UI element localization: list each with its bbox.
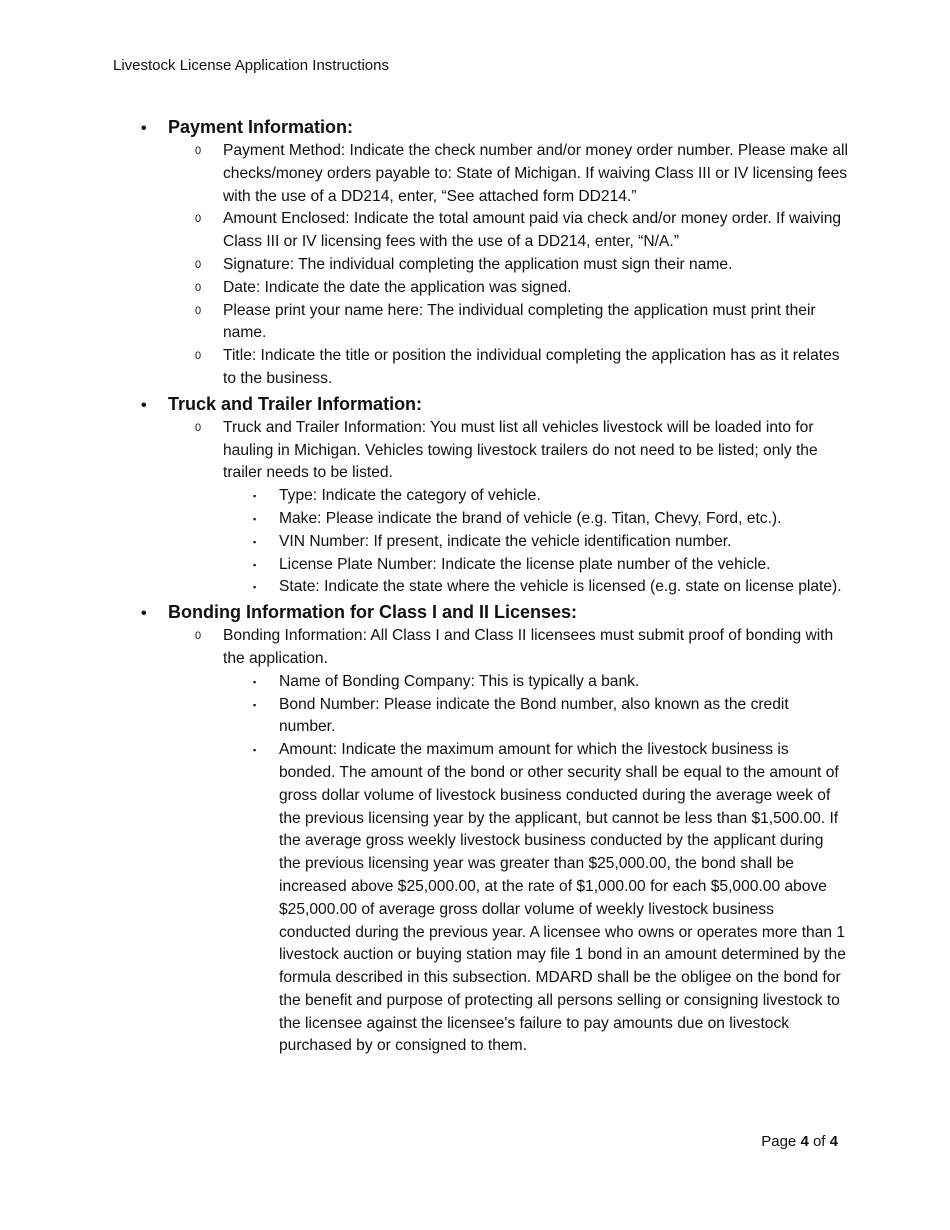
page-number bbox=[761, 1133, 838, 1150]
list-marker: 0 bbox=[195, 630, 202, 643]
list-item bbox=[138, 140, 848, 208]
sub-list-item-text: License Plate Number: Indicate the license plate number of the vehicle. bbox=[279, 555, 771, 573]
sub-list-marker: ▪ bbox=[253, 676, 257, 687]
sub-list-item bbox=[138, 554, 848, 577]
list-marker: 0 bbox=[195, 421, 202, 434]
sub-list-item bbox=[138, 739, 848, 1058]
list-item-text: Please print your name here: The individual completing the application must print their name. bbox=[223, 301, 816, 342]
list-marker: 0 bbox=[195, 145, 202, 157]
list-item bbox=[138, 208, 848, 254]
sub-list-item bbox=[138, 508, 848, 531]
sub-list-item bbox=[138, 671, 848, 694]
running-header: Livestock License Application Instructions bbox=[113, 57, 389, 74]
sub-list-item-text: Amount: Indicate the maximum amount for which the livestock business is bonded. The amount of the bond or other security shall be equal to the amount of gross dollar volume of livestock business conducted during the average week of the previous licensing year by the applicant, but cannot be less than $1,500.00. If the average gross weekly livestock business conducted by the applicant during the previous licensing year was greater than $25,000.00, the bond shall be increased above $25,000.00, at the rate of $1,000.00 for each $5,000.00 above $25,000.00 of average gross dollar volume of weekly livestock business conducted during the previous year. A licensee who owns or operates more than 1 livestock auction or buying station may file 1 bond in an amount determined by the formula described in this subsection. MDARD shall be the obligee on the bond for the benefit and purpose of protecting all persons selling or consigning livestock to the licensee against the licensee's failure to pay amounts due on livestock purchased by or consigned to them. bbox=[279, 741, 846, 1055]
sub-list-item-text: Bond Number: Please indicate the Bond number, also known as the credit number. bbox=[279, 695, 789, 736]
section-heading: Payment Information: bbox=[168, 117, 354, 137]
list-item bbox=[138, 345, 848, 391]
bullet-marker: • bbox=[141, 396, 147, 414]
section-heading-row bbox=[138, 391, 848, 417]
list-item bbox=[138, 300, 848, 346]
page-word: Page bbox=[761, 1133, 797, 1150]
sub-list-item-text: Make: Please indicate the brand of vehicle (e.g. Titan, Chevy, Ford, etc.). bbox=[279, 509, 782, 527]
section-heading: Bonding Information for Class I and II Licenses: bbox=[168, 602, 578, 623]
list-marker: 0 bbox=[195, 281, 202, 294]
sub-list-item-text: VIN Number: If present, indicate the vehicle identification number. bbox=[279, 532, 732, 550]
list-item bbox=[138, 277, 848, 300]
sub-list-item bbox=[138, 485, 848, 508]
list-marker: 0 bbox=[195, 213, 202, 226]
current-page: 4 bbox=[800, 1133, 809, 1150]
sub-list-marker: ▪ bbox=[253, 559, 257, 570]
section-truck-trailer-information bbox=[138, 391, 848, 599]
bullet-marker: • bbox=[141, 605, 147, 623]
list-item bbox=[138, 254, 848, 277]
section-heading: Truck and Trailer Information: bbox=[168, 393, 423, 414]
total-pages: 4 bbox=[829, 1133, 838, 1150]
list-item bbox=[138, 625, 848, 671]
list-item-text: Payment Method: Indicate the check number and/or money order number. Please make all checks/money orders payable to: State of Michigan. If waiving Class III or IV licensing fees with the use of a DD214, enter, “See attached form DD214.” bbox=[223, 142, 848, 205]
sub-list-marker: ▪ bbox=[253, 513, 257, 524]
sub-list-item-text: Name of Bonding Company: This is typically a bank. bbox=[279, 672, 640, 690]
sub-list-marker: ▪ bbox=[253, 582, 257, 593]
list-item bbox=[138, 417, 848, 485]
sub-list-marker: ▪ bbox=[253, 745, 257, 756]
section-bonding-information bbox=[138, 599, 848, 1058]
sub-list-item bbox=[138, 531, 848, 554]
section-payment-information bbox=[138, 114, 848, 391]
section-heading-row bbox=[138, 114, 848, 140]
bullet-marker: • bbox=[141, 120, 147, 137]
list-item-text: Truck and Trailer Information: You must list all vehicles livestock will be loaded into for hauling in Michigan. Vehicles towing livestock trailers do not need to be listed; only the trailer needs to be listed. bbox=[223, 418, 818, 482]
list-item-text: Date: Indicate the date the application was signed. bbox=[223, 278, 572, 296]
list-marker: 0 bbox=[195, 350, 202, 363]
sub-list-item bbox=[138, 694, 848, 740]
sub-list-item-text: Type: Indicate the category of vehicle. bbox=[279, 487, 541, 505]
sub-list-item-text: State: Indicate the state where the vehicle is licensed (e.g. state on license plate). bbox=[279, 578, 842, 596]
list-item-text: Amount Enclosed: Indicate the total amount paid via check and/or money order. If waiving Class III or IV licensing fees with the use of a DD214, enter, “N/A.” bbox=[223, 210, 842, 251]
list-marker: 0 bbox=[195, 258, 202, 271]
sub-list-marker: ▪ bbox=[253, 536, 257, 547]
document-body bbox=[138, 114, 848, 1058]
sub-list-marker: ▪ bbox=[253, 699, 257, 710]
sub-list-item bbox=[138, 576, 848, 599]
list-item-text: Signature: The individual completing the application must sign their name. bbox=[223, 255, 733, 273]
sub-list-marker: ▪ bbox=[253, 491, 257, 502]
section-heading-row bbox=[138, 599, 848, 625]
list-item-text: Title: Indicate the title or position the individual completing the application has as it relates to the business. bbox=[223, 347, 840, 387]
list-item-text: Bonding Information: All Class I and Class II licensees must submit proof of bonding with the application. bbox=[223, 627, 834, 667]
of-word: of bbox=[812, 1133, 826, 1150]
list-marker: 0 bbox=[195, 304, 202, 317]
